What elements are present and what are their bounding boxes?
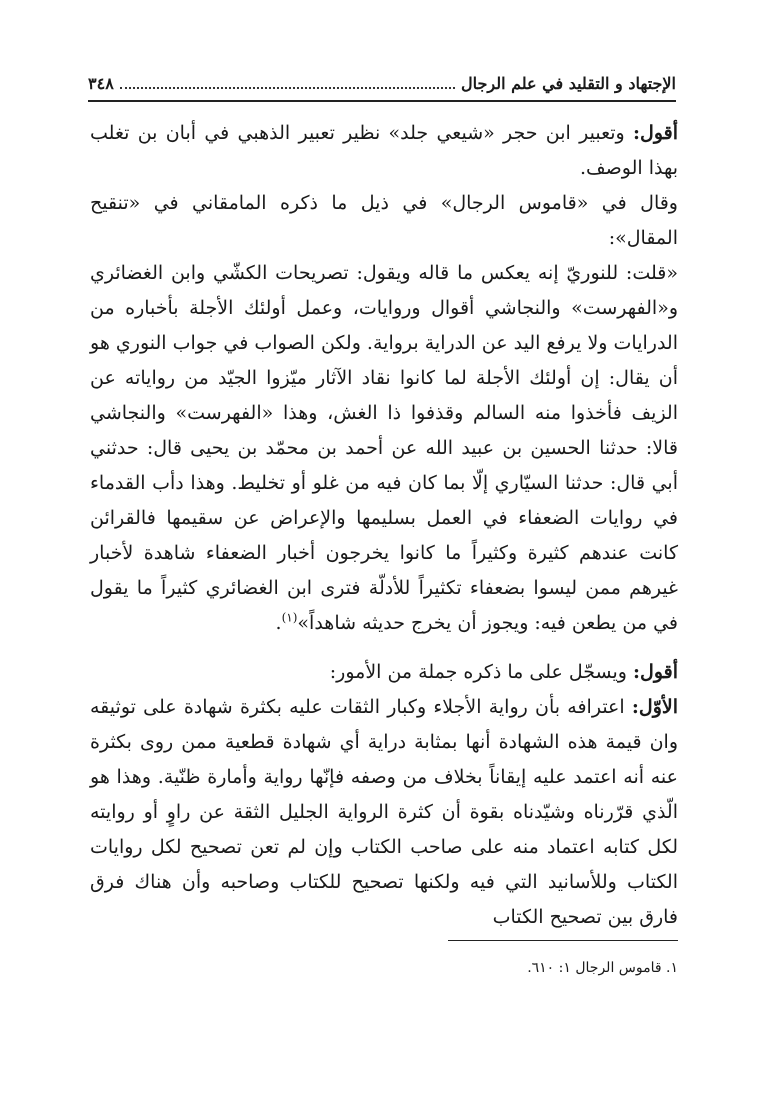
page-number: ٣٤٨ [88, 73, 114, 93]
paragraph-text: اعترافه بأن رواية الأجلاء وكبار الثقات عليه بكثرة شهادة على توثيقه وان قيمة هذه الشهادة أنها بمثابة دراية أي شهادة قطعية ممن روى بكثرة عنه أنه اعتمد عليه إيقاناً بخلاف من وصفه فإنّها رواية وأمارة ظنّية. وهذا هو الّذي قرّرناه وشيّدناه بقوة أن كثرة الرواية الجليل الثقة عن راوٍ أو روايته لكل كتابه اعتماد منه على صاحب الكتاب وإن لم تعن تصحيح لكل روايات الكتاب وللأسانيد التي فيه ولكنها تصحيح للكتاب وصاحبه وأن هناك فرق فارق بين تصحيح الكتاب [90, 696, 678, 928]
paragraph-lead: أقول: [633, 122, 678, 144]
main-text [90, 116, 678, 935]
paragraph-2 [90, 186, 678, 256]
paragraph-lead: أقول: [633, 661, 678, 683]
header-dot-leader [120, 77, 455, 89]
header-rule [88, 100, 676, 102]
paragraph-text: ويسجّل على ما ذكره جملة من الأمور: [329, 661, 633, 683]
paragraph-text: «قلت: للنوريّ إنه يعكس ما قاله ويقول: تصريحات الكشّي وابن الغضائري و«الفهرست» والنجاشي أقوال وروايات، وعمل أولئك الأجلة بأخباره من الدرايات ولا يرفع اليد عن الدراية برواية. ولكن الصواب في جواب النوري هو أن يقال: إن أولئك الأجلة لما كانوا نقاد الآثار ميّزوا الجيّد من رواياته عن الزيف فأخذوا منه السالم وقذفوا ذا الغش، وهذا «الفهرست» والنجاشي قالا: حدثنا الحسين بن عبيد الله عن أحمد بن محمّد بن يحيى قال: حدثني أبي قال: حدثنا السيّاري إلّا بما كان فيه من غلو أو تخليط. وهذا دأب القدماء في روايات الضعفاء في العمل بسليمها والإعراض عن سقيمها فالقرائن كانت عندهم كثيرة وكثيراً ما كانوا يخرجون أخبار الضعفاء شاهدة لأخبار غيرهم ممن ليسوا بضعفاء تكثيراً للأدلّة فترى ابن الغضائري كثيراً ما يقول في من يطعن فيه: ويجوز أن يخرج حديثه شاهداً» [90, 262, 678, 634]
footnote-rule [448, 940, 678, 941]
paragraph-1 [90, 116, 678, 186]
page-header [88, 70, 676, 96]
paragraph-5 [90, 690, 678, 935]
paragraph-text: وتعبير ابن حجر «شيعي جلد» نظير تعبير الذهبي في أبان بن تغلب بهذا الوصف. [90, 122, 678, 179]
footnote-reference[interactable]: (١) [281, 610, 298, 625]
paragraph-4 [90, 655, 678, 690]
paragraph-text: وقال في «قاموس الرجال» في ذيل ما ذكره المامقاني في «تنقيح المقال»: [90, 192, 678, 249]
paragraph-lead: الأوّل: [631, 696, 678, 718]
footnote: ١. قاموس الرجال ١: ٦١٠. [527, 960, 678, 976]
running-title: الإجتهاد و التقليد في علم الرجال [460, 73, 676, 93]
paragraph-tail: . [275, 612, 282, 634]
paragraph-3-quote [90, 256, 678, 641]
